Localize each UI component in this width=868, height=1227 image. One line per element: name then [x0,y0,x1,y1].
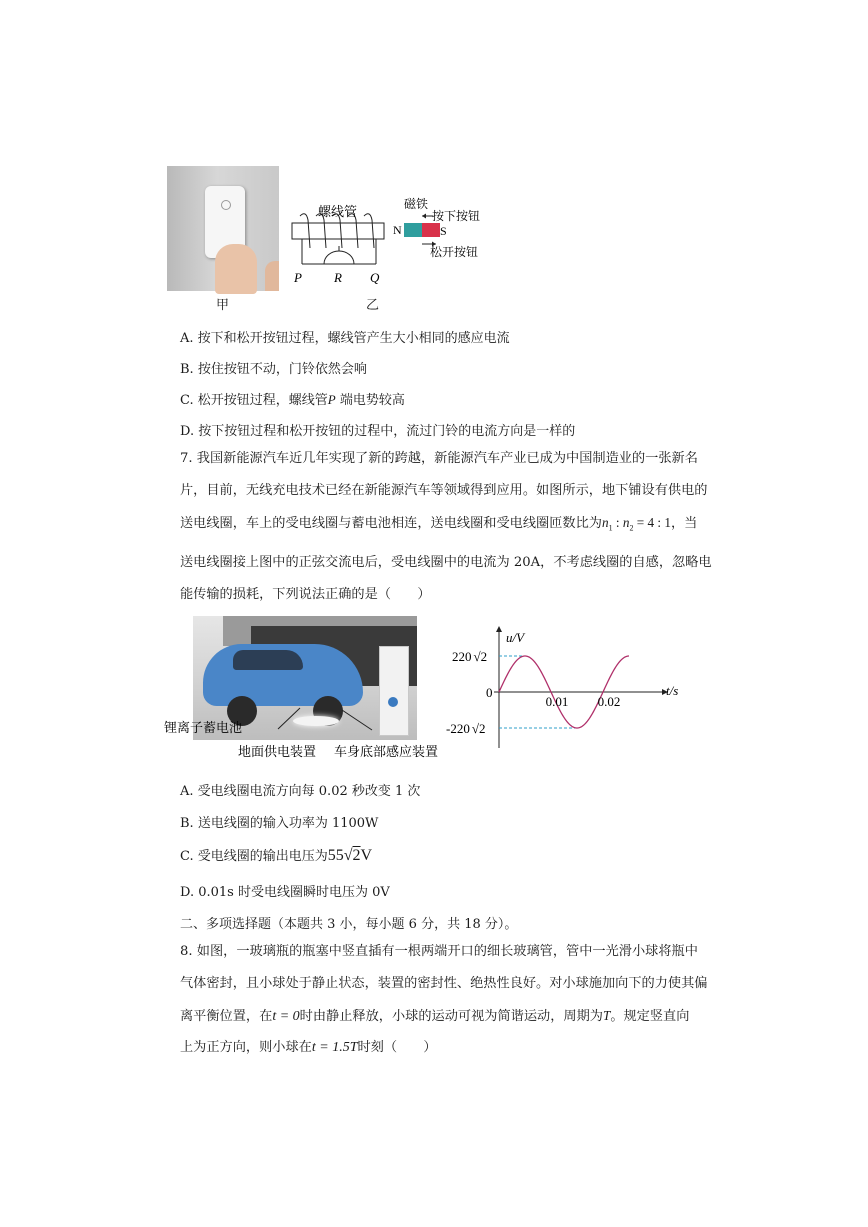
q7-option-d: D. 0.01s 时受电线圈瞬时电压为 0V [180,885,390,900]
x-tick-label-0.02: 0.02 [597,694,621,709]
q6-option-c [180,389,405,408]
y-trough-value: -220 [446,721,470,736]
y-axis-label-text: u/V [506,630,525,645]
x-axis-label: t/s [666,683,679,698]
q8-line-3-pre: 离平衡位置，在 [180,1009,273,1024]
q8-line-2: 气体密封，且小球处于静止状态，装置的密封性、绝热性良好。对小球施加向下的力使其偏 [180,976,708,991]
q8-line-4 [180,1041,437,1055]
sqrt-icon: √ [473,649,481,664]
y-peak-sqrt: 2 [480,649,488,664]
bell-logo-icon [221,200,231,210]
y-trough-label [446,721,485,736]
q6-option-c-var: P [327,392,336,407]
hand-image [265,261,279,291]
q7-ratio: 4 : 1 [647,515,671,530]
press-arrowhead-icon [422,214,426,219]
voltage-chart [444,620,694,752]
q8-line-3-mid: 时由静止释放，小球的运动可视为简谐运动，周期为 [299,1009,603,1024]
label-solenoid: 螺线管 [318,205,358,220]
q8-t-15t: t = 1.5T [311,1040,358,1055]
q7-option-b: B. 送电线圈的输入功率为 1100W [180,816,379,831]
label-ground-device: 地面供电装置 [238,745,317,760]
q7-line-1: 7. 我国新能源汽车近几年实现了新的跨越，新能源汽车产业已成为中国制造业的一张新名 [180,451,698,466]
y-axis-label [506,630,526,645]
car-photo-labels [160,700,460,760]
sqrt-icon: √ [471,721,479,736]
label-r: R [334,270,342,285]
label-s: S [440,224,447,238]
q7-line-3 [180,516,697,533]
q8-line-4-post: 时刻（ ） [357,1040,437,1055]
x-tick-label-0.01: 0.01 [545,694,569,709]
q7-option-c-number: 55 [327,847,344,864]
q8-line-3 [180,1009,689,1024]
q7-line-4: 送电线圈接上图中的正弦交流电后，受电线圈中的电流为 20A，不考虑线圈的自感，忽略电 [180,555,712,570]
fig-label-jia: 甲 [216,298,230,313]
y-trough-sqrt: 2 [478,721,486,736]
solenoid-core [292,223,384,239]
q7-option-c-unit: V [360,847,373,864]
q7-option-a: A. 受电线圈电流方向每 0.02 秒改变 1 次 [180,784,421,799]
origin-label: 0 [486,685,493,700]
label-magnet: 磁铁 [404,197,429,211]
q7-line-2: 片，目前，无线充电技术已经在新能源汽车等领域得到应用。如图所示，地下铺设有供电的 [180,483,708,498]
y-peak-label [452,649,487,664]
q6-option-d: D. 按下按钮过程和松开按钮的过程中，流过门铃的电流方向是一样的 [180,424,576,439]
q7-equals: = [633,515,648,530]
y-peak-value: 220 [452,649,472,664]
label-battery: 锂离子蓄电池 [164,721,243,736]
q7-line-3-post: ，当 [670,516,698,531]
q7-option-c-text: C. 受电线圈的输出电压为 [180,849,328,864]
q7-colon: : [612,515,623,530]
q7-option-c-value [328,847,372,864]
doorbell-photo [167,166,279,291]
label-release: 松开按钮 [430,245,479,259]
q7-option-c [180,845,372,865]
q7-n1: $n_1$ [602,515,613,533]
q7-option-c-sqrt: 2 [352,847,361,864]
pointer-ground [278,708,300,729]
label-press: 按下按钮 [432,209,481,223]
car-window [233,650,303,670]
q7-line-3-pre: 送电线圈，车上的受电线圈与蓄电池相连，送电线圈和受电线圈匝数比为 [180,516,602,531]
label-p: P [294,270,302,285]
q8-period: T [602,1008,611,1023]
q8-line-1: 8. 如图，一玻璃瓶的瓶塞中竖直插有一根两端开口的细长玻璃管，管中一光滑小球将瓶中 [180,944,698,959]
finger-image [215,244,257,294]
magnet-s-pole [422,223,440,237]
q8-t-zero: t = 0 [272,1009,300,1024]
label-q: Q [370,270,380,285]
pointer-bottom [342,710,372,730]
q7-n2: $n_2$ [622,515,634,533]
solenoid-diagram [286,196,504,288]
q8-line-3-post: 。规定竖直向 [610,1009,690,1024]
q6-option-a: A. 按下和松开按钮过程，螺线管产生大小相同的感应电流 [180,331,510,346]
magnet-n-pole [404,223,422,237]
y-axis-arrow-icon [496,626,502,632]
q6-option-b: B. 按住按钮不动，门铃依然会响 [180,362,367,377]
label-bottom-device: 车身底部感应装置 [334,745,439,760]
fig-label-yi: 乙 [366,298,380,313]
bell-r-symbol [324,251,354,264]
q7-line-5: 能传输的损耗，下列说法正确的是（ ） [180,587,431,602]
q6-option-c-text: C. 松开按钮过程，螺线管 [180,393,328,408]
q6-option-c-tail: 端电势较高 [335,393,405,408]
section-heading-multiple-choice: 二、多项选择题（本题共 3 小，每小题 6 分，共 18 分）。 [180,917,518,932]
q8-line-4-pre: 上为正方向，则小球在 [180,1040,312,1055]
label-n: N [393,223,402,237]
sqrt-icon: √ [343,847,353,864]
